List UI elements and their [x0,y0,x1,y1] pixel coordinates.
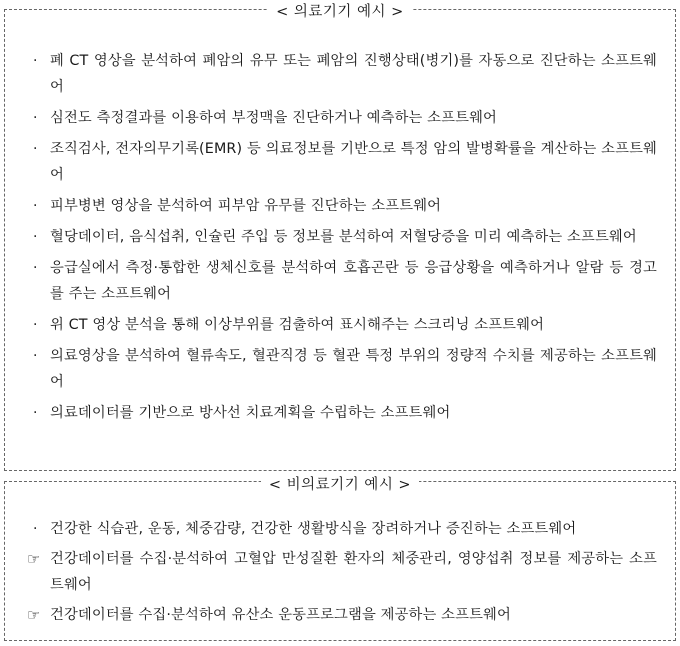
list-item-text: 의료영상을 분석하여 혈류속도, 혈관직경 등 혈관 특정 부위의 정량적 수치를 제공하는 소프트웨어 [50,348,657,390]
list-item [31,400,657,426]
non-medical-title-text: < 비의료기기 예시 > [261,477,419,493]
list-item [27,602,657,628]
list-item [31,193,657,219]
list-item-text: 피부병변 영상을 분석하여 피부암 유무를 진단하는 소프트웨어 [50,198,442,214]
list-item [31,48,657,100]
list-item [31,105,657,131]
list-item-text: 건강한 식습관, 운동, 체중감량, 건강한 생활방식을 장려하거나 증진하는 소프트웨어 [50,521,577,537]
list-item [27,546,657,598]
bullet-dot-icon: · [33,260,38,276]
list-item-text: 건강데이터를 수집·분석하여 유산소 운동프로그램을 제공하는 소프트웨어 [50,607,511,623]
list-item-text: 응급실에서 측정·통합한 생체신호를 분석하여 호흡곤란 등 응급상황을 예측하거나 알람 등 경고를 주는 소프트웨어 [50,260,657,302]
list-item [31,312,657,338]
medical-device-example-list [31,48,657,431]
list-item-text: 위 CT 영상 분석을 통해 이상부위를 검출하여 표시해주는 스크리닝 소프트웨어 [50,317,545,333]
bullet-dot-icon: · [33,141,38,157]
bullet-dot-icon: · [33,405,38,421]
list-item-text: 심전도 측정결과를 이용하여 부정맥을 진단하거나 예측하는 소프트웨어 [50,110,497,126]
non-medical-device-examples-box [4,477,676,641]
list-item-text: 폐 CT 영상을 분석하여 폐암의 유무 또는 폐암의 진행상태(병기)를 자동으로 진단하는 소프트웨어 [50,53,657,95]
bullet-dot-icon: · [33,521,38,537]
list-item [31,136,657,188]
bullet-dot-icon: · [33,53,38,69]
list-item [31,516,657,542]
list-item [31,255,657,307]
bullet-dot-icon: · [33,110,38,126]
list-item [31,224,657,250]
medical-device-examples-box [4,4,676,471]
medical-title-text: < 의료기기 예시 > [268,4,412,20]
list-item-text: 조직검사, 전자의무기록(EMR) 등 의료정보를 기반으로 특정 암의 발병확률을 계산하는 소프트웨어 [50,141,657,183]
bullet-dot-icon: · [33,198,38,214]
medical-device-examples-title [5,0,675,21]
list-item [31,343,657,395]
bullet-dot-icon: · [33,348,38,364]
non-medical-device-example-list [27,516,657,632]
list-item-text: 건강데이터를 수집·분석하여 고혈압 만성질환 환자의 체중관리, 영양섭취 정보를 제공하는 소프트웨어 [50,551,657,593]
bullet-dot-icon: · [33,229,38,245]
non-medical-device-examples-title [5,473,675,494]
list-item-text: 혈당데이터, 음식섭취, 인슐린 주입 등 정보를 분석하여 저혈당증을 미리 예측하는 소프트웨어 [50,229,637,245]
bullet-dot-icon: · [33,317,38,333]
pointing-hand-icon: ☞ [27,606,41,624]
pointing-hand-icon: ☞ [27,550,41,568]
list-item-text: 의료데이터를 기반으로 방사선 치료계획을 수립하는 소프트웨어 [50,405,451,421]
